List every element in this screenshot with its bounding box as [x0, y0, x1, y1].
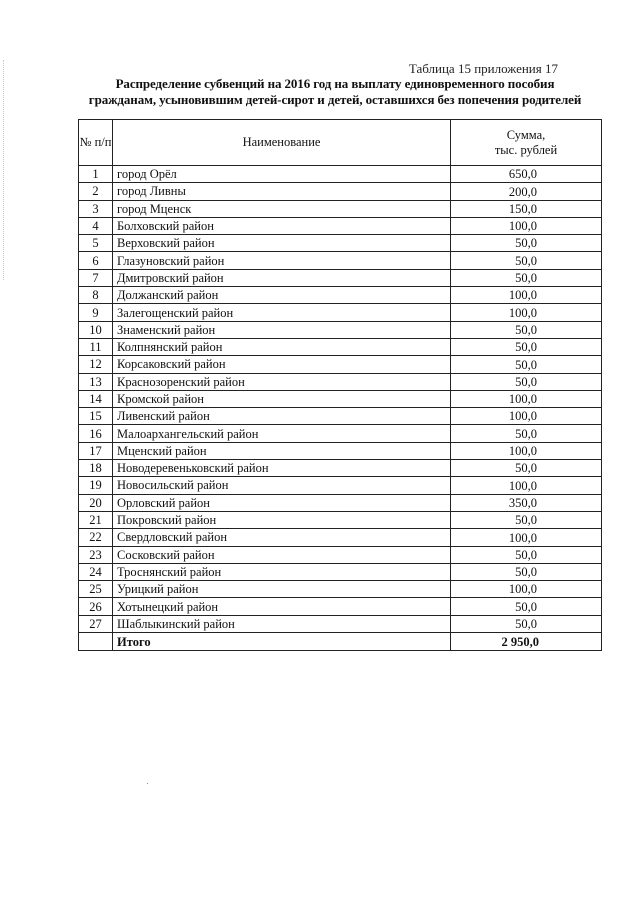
row-number: 20: [79, 494, 113, 511]
row-value: 50,0: [451, 321, 602, 338]
row-name: Шаблыкинский район: [113, 615, 451, 632]
row-value: 100,0: [451, 529, 602, 546]
row-number: 22: [79, 529, 113, 546]
row-name: Должанский район: [113, 287, 451, 304]
title-line-1: Распределение субвенций на 2016 год на выплату единовременного пособия: [115, 76, 555, 91]
row-number: 16: [79, 425, 113, 442]
row-name: Верховский район: [113, 235, 451, 252]
row-value: 50,0: [451, 373, 602, 390]
row-name: город Орёл: [113, 166, 451, 183]
row-name: Свердловский район: [113, 529, 451, 546]
row-number: 12: [79, 356, 113, 373]
row-number: 21: [79, 511, 113, 528]
row-number: 10: [79, 321, 113, 338]
row-value: 50,0: [451, 598, 602, 615]
row-value: 50,0: [451, 546, 602, 563]
row-value: 50,0: [451, 425, 602, 442]
table-body: [79, 166, 602, 651]
row-number: 15: [79, 408, 113, 425]
document-title: [80, 76, 590, 108]
table-row: [79, 529, 602, 546]
title-line-2: гражданам, усыновившим детей-сирот и детей, оставшихся без попечения родителей: [88, 92, 582, 107]
row-name: Ливенский район: [113, 408, 451, 425]
row-name: Новосильский район: [113, 477, 451, 494]
row-name: Новодеревеньковский район: [113, 460, 451, 477]
row-number: 6: [79, 252, 113, 269]
row-number: 4: [79, 217, 113, 234]
row-name: Сосковский район: [113, 546, 451, 563]
table-row: [79, 511, 602, 528]
table-row: [79, 217, 602, 234]
table-row: [79, 183, 602, 200]
table-row: [79, 356, 602, 373]
row-value: 200,0: [451, 183, 602, 200]
row-name: Урицкий район: [113, 581, 451, 598]
row-value: 100,0: [451, 304, 602, 321]
table-row: [79, 442, 602, 459]
row-number: 17: [79, 442, 113, 459]
row-name: Корсаковский район: [113, 356, 451, 373]
table-row: [79, 321, 602, 338]
column-header-number: [79, 120, 113, 166]
total-row: [79, 633, 602, 651]
row-name: город Ливны: [113, 183, 451, 200]
table-row: [79, 390, 602, 407]
table-row: [79, 477, 602, 494]
row-name: Глазуновский район: [113, 252, 451, 269]
row-value: 50,0: [451, 269, 602, 286]
row-number: 11: [79, 338, 113, 355]
row-number: 1: [79, 166, 113, 183]
row-name: Залегощенский район: [113, 304, 451, 321]
row-name: Покровский район: [113, 511, 451, 528]
table-row: [79, 166, 602, 183]
table-row: [79, 269, 602, 286]
row-number: 23: [79, 546, 113, 563]
table-row: [79, 425, 602, 442]
column-header-name-label: Наименование: [242, 135, 321, 149]
row-value: 100,0: [451, 581, 602, 598]
column-header-sum: [451, 120, 602, 166]
table-row: [79, 546, 602, 563]
row-name: город Мценск: [113, 200, 451, 217]
row-value: 100,0: [451, 390, 602, 407]
table-row: [79, 581, 602, 598]
row-value: 50,0: [451, 338, 602, 355]
row-name: Знаменский район: [113, 321, 451, 338]
table-row: [79, 408, 602, 425]
row-name: Троснянский район: [113, 563, 451, 580]
row-name: Малоархангельский район: [113, 425, 451, 442]
row-value: 100,0: [451, 477, 602, 494]
scan-speck: [147, 783, 148, 784]
row-number: 24: [79, 563, 113, 580]
row-value: 100,0: [451, 408, 602, 425]
row-value: 650,0: [451, 166, 602, 183]
row-number: 3: [79, 200, 113, 217]
row-value: 100,0: [451, 442, 602, 459]
row-number: 25: [79, 581, 113, 598]
table-row: [79, 460, 602, 477]
row-number: 13: [79, 373, 113, 390]
row-value: 100,0: [451, 287, 602, 304]
row-number: 14: [79, 390, 113, 407]
table-row: [79, 287, 602, 304]
total-value: 2 950,0: [451, 633, 602, 651]
row-name: Орловский район: [113, 494, 451, 511]
column-header-sum-line-2: тыс. рублей: [494, 142, 558, 157]
table-row: [79, 235, 602, 252]
row-value: 50,0: [451, 563, 602, 580]
row-number: 7: [79, 269, 113, 286]
table-row: [79, 338, 602, 355]
row-number: 2: [79, 183, 113, 200]
total-label: Итого: [113, 633, 451, 651]
row-name: Кромской район: [113, 390, 451, 407]
subsidy-table: [78, 119, 602, 651]
table-row: [79, 494, 602, 511]
row-name: Мценский район: [113, 442, 451, 459]
table-row: [79, 252, 602, 269]
row-value: 100,0: [451, 217, 602, 234]
column-header-sum-line-1: Сумма,: [506, 127, 546, 142]
table-row: [79, 615, 602, 632]
row-number: 27: [79, 615, 113, 632]
table-reference: Таблица 15 приложения 17: [408, 61, 558, 76]
row-name: Хотынецкий район: [113, 598, 451, 615]
row-value: 50,0: [451, 252, 602, 269]
scan-margin-marks: [3, 60, 6, 280]
column-header-number-label: № п/п: [79, 135, 112, 149]
row-name: Краснозоренский район: [113, 373, 451, 390]
row-name: Дмитровский район: [113, 269, 451, 286]
row-number: 19: [79, 477, 113, 494]
table-row: [79, 373, 602, 390]
row-name: Колпнянский район: [113, 338, 451, 355]
row-value: 350,0: [451, 494, 602, 511]
table-row: [79, 563, 602, 580]
row-name: Болховский район: [113, 217, 451, 234]
table-header-row: [79, 120, 602, 166]
total-number-cell: [79, 633, 113, 651]
row-value: 50,0: [451, 460, 602, 477]
row-number: 9: [79, 304, 113, 321]
row-number: 5: [79, 235, 113, 252]
row-value: 150,0: [451, 200, 602, 217]
table-row: [79, 598, 602, 615]
table-row: [79, 200, 602, 217]
column-header-name: [113, 120, 451, 166]
row-number: 26: [79, 598, 113, 615]
row-number: 8: [79, 287, 113, 304]
table-row: [79, 304, 602, 321]
row-value: 50,0: [451, 356, 602, 373]
row-value: 50,0: [451, 615, 602, 632]
row-value: 50,0: [451, 511, 602, 528]
row-number: 18: [79, 460, 113, 477]
row-value: 50,0: [451, 235, 602, 252]
